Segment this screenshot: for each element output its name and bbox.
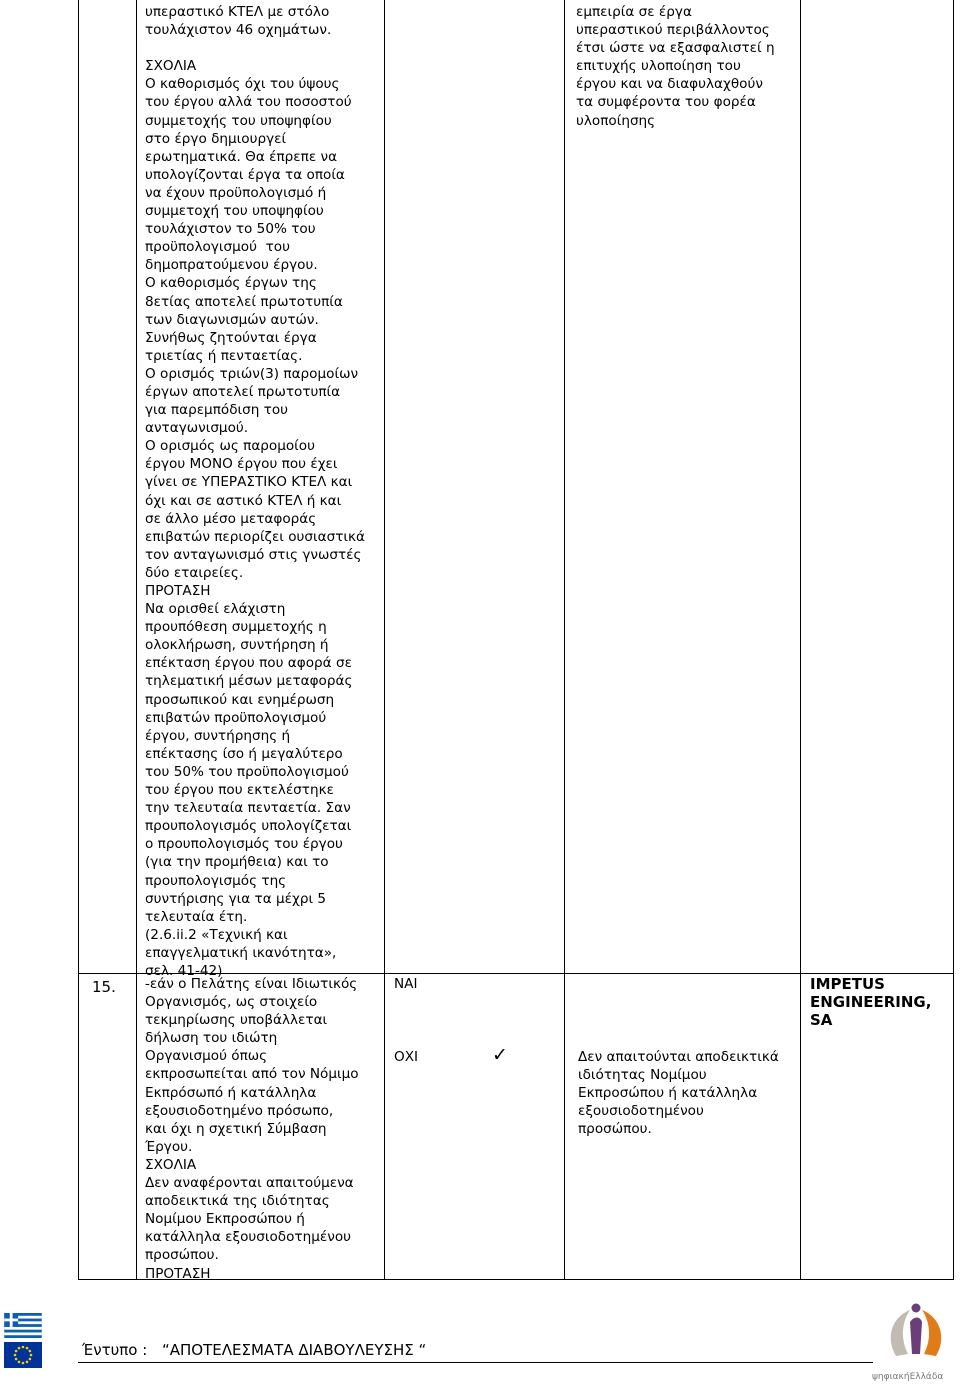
column-divider-3	[564, 0, 565, 1280]
form-label: Έντυπο :	[82, 1341, 148, 1359]
digital-greece-logo	[880, 1296, 952, 1368]
option-yes: ΝΑΙ	[394, 976, 418, 992]
table-border-left	[78, 0, 79, 1280]
footer-rule	[78, 1362, 873, 1363]
row14-response: εμπειρία σε έργα υπεραστικού περιβάλλοντος έτσι ώστε να εξασφαλιστεί η επιτυχής υλοποίηση του έργου και να διαφυλαχθούν τα συμφέροντα του φορέα υλοποίησης	[576, 4, 775, 129]
greek-flag-icon	[4, 1313, 42, 1338]
option-no: ΟΧΙ	[394, 1049, 419, 1065]
column-divider-1	[136, 0, 137, 1280]
row15-description: -εάν ο Πελάτης είναι Ιδιωτικός Οργανισμός, ως στοιχείο τεκμηρίωσης υποβάλλεται δήλωση του ιδιώτη Οργανισμού όπως εκπροσωπείται από τον Νόμιμο Εκπρόσωπό ή κατάλληλα εξουσιοδοτημένο πρόσωπο, και όχι η σχετική Σύμβαση Έργου. ΣΧΟΛΙΑ Δεν αναφέρονται απαιτούμενα αποδεικτικά της ιδιότητας Νομίμου Εκπροσώπου ή κατάλληλα εξουσιοδοτημένου προσώπου. ΠΡΟΤΑΣΗ	[145, 976, 359, 1282]
eu-flag-icon	[4, 1342, 42, 1368]
checkmark-icon: ✓	[492, 1044, 508, 1066]
row15-company: IMPETUS ENGINEERING, SA	[810, 975, 932, 1030]
row15-number: 15.	[92, 978, 116, 996]
table-border-right	[953, 0, 954, 1280]
column-divider-2	[384, 0, 385, 1280]
digital-greece-logo-text: ψηφιακήΕλλάδα	[872, 1372, 944, 1382]
row15-response: Δεν απαιτούνται αποδεικτικά ιδιότητας Νομίμου Εκπροσώπου ή κατάλληλα εξουσιοδοτημένου προσώπου.	[578, 1049, 779, 1138]
column-divider-4	[800, 0, 801, 1280]
form-title: “ΑΠΟΤΕΛΕΣΜΑΤΑ ΔΙΑΒΟΥΛΕΥΣΗΣ “	[162, 1341, 427, 1359]
row14-description: υπεραστικό ΚΤΕΛ με στόλο τουλάχιστον 46 οχημάτων. ΣΧΟΛΙΑ Ο καθορισμός όχι του ύψους του έργου αλλά του ποσοστού συμμετοχής του υποψηφίου στο έργο δημιουργεί ερωτηματικά. Θα έπρεπε να υπολογίζονται έργα τα οποία να έχουν προϋπολογισμό ή συμμετοχή του υποψηφίου τουλάχιστον το 50% του προϋπολογισμού του δημοπρατούμενου έργου. Ο καθορισμός έργων της 8ετίας αποτελεί πρωτοτυπία των διαγωνισμών αυτών. Συνήθως ζητούνται έργα τριετίας ή πενταετίας. Ο ορισμός τριών(3) παρομοίων έργων αποτελεί πρωτοτυπία για παρεμπόδιση του ανταγωνισμού. Ο ορισμός ως παρομοίου έργου ΜΟΝΟ έργου που έχει γίνει σε ΥΠΕΡΑΣΤΙΚΟ ΚΤΕΛ και όχι και σε αστικό ΚΤΕΛ ή και σε άλλο μέσο μεταφοράς επιβατών περιορίζει ουσιαστικά τον ανταγωνισμό στις γνωστές δύο εταιρείες. ΠΡΟΤΑΣΗ Να ορισθεί ελάχιστη προυπόθεση συμμετοχής η ολοκλήρωση, συντήρηση ή επέκταση έργου που αφορά σε τηλεματική μέσων μεταφοράς προσωπικού και ενημέρωση επιβατών προϋπολογισμού έργου, συντήρησης ή επέκτασης ίσο ή μεγαλύτερο του 50% του προϋπολογισμού του έργου που εκτελέστηκε την τελευταία πενταετία. Σαν προυπολογισμός υπολογίζεται ο προυπολογισμός του έργου (για την προμήθεια) και το προυπολογισμός της συντήρισης για τα μέχρι 5 τελευταία έτη. (2.6.ii.2 «Τεχνική και επαγγελματική ικανότητα», σελ. 41-42)	[145, 4, 365, 979]
